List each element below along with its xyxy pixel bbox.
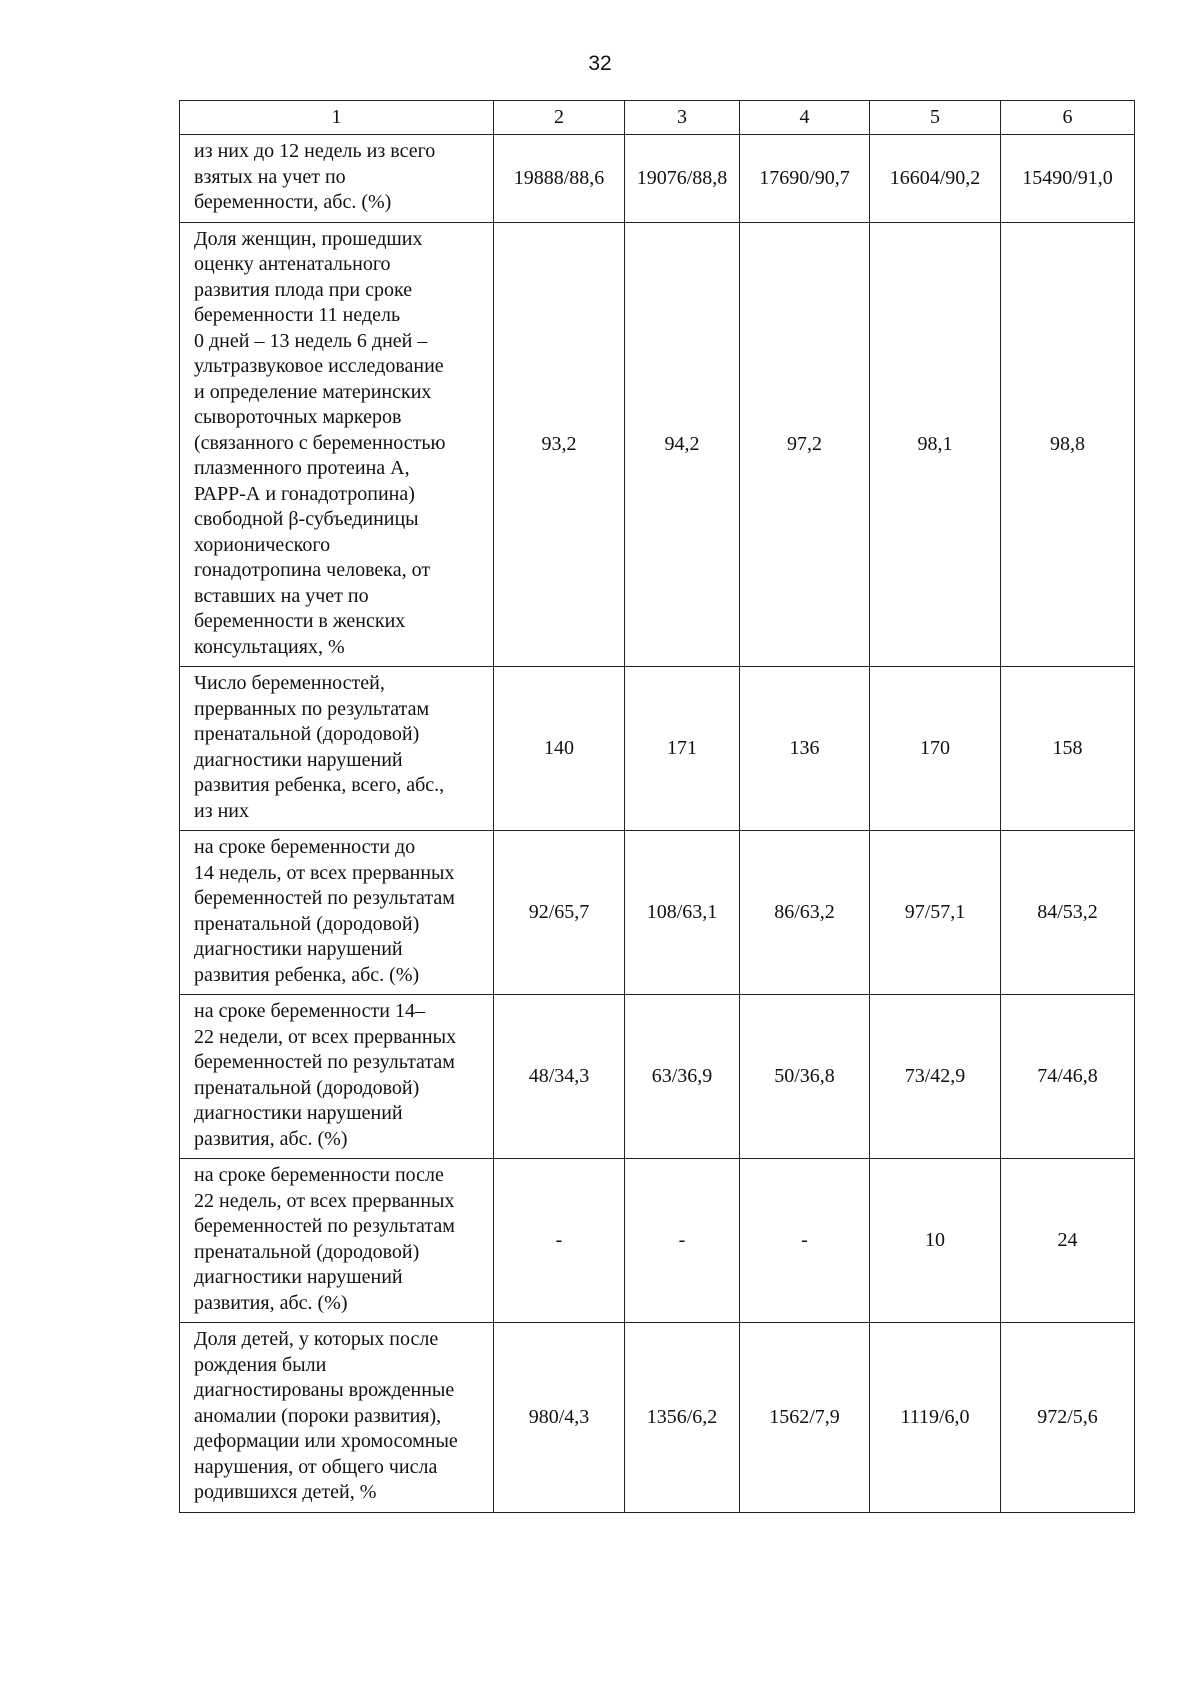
row-label: на сроке беременности до 14 недель, от всех прерванных беременностей по результатам пренатальной (дородовой) диагностики нарушений развития ребенка, абс. (%)	[180, 831, 494, 995]
table-cell: 19888/88,6	[494, 135, 625, 223]
row-label: на сроке беременности после 22 недель, от всех прерванных беременностей по результатам пренатальной (дородовой) диагностики нарушений развития, абс. (%)	[180, 1159, 494, 1323]
table-cell: 98,1	[870, 222, 1001, 667]
header-cell: 1	[180, 101, 494, 135]
header-cell: 5	[870, 101, 1001, 135]
header-cell: 3	[625, 101, 740, 135]
table-cell: 1119/6,0	[870, 1323, 1001, 1513]
row-label: из них до 12 недель из всего взятых на учет по беременности, абс. (%)	[180, 135, 494, 223]
table-cell: 1562/7,9	[740, 1323, 870, 1513]
table-cell: 92/65,7	[494, 831, 625, 995]
table-cell: -	[740, 1159, 870, 1323]
table-cell: 48/34,3	[494, 995, 625, 1159]
table-cell: 50/36,8	[740, 995, 870, 1159]
row-label: Доля женщин, прошедших оценку антенатального развития плода при сроке беременности 11 недель 0 дней – 13 недель 6 дней – ультразвуковое исследование и определение материнских сывороточных маркеров (связанного с беременностью плазменного протеина А, РАРР-А и гонадотропина) свободной β-субъединицы хорионического гонадотропина человека, от вставших на учет по беременности в женских консультациях, %	[180, 222, 494, 667]
table-cell: 136	[740, 667, 870, 831]
table-row	[180, 222, 1135, 667]
statistics-table	[179, 100, 1135, 1513]
table-cell: 97,2	[740, 222, 870, 667]
table-cell: 16604/90,2	[870, 135, 1001, 223]
table-row	[180, 1323, 1135, 1513]
header-cell: 4	[740, 101, 870, 135]
table-cell: 171	[625, 667, 740, 831]
table-row	[180, 135, 1135, 223]
table-row	[180, 667, 1135, 831]
table-cell: 10	[870, 1159, 1001, 1323]
table-row	[180, 995, 1135, 1159]
table-row	[180, 831, 1135, 995]
row-label: на сроке беременности 14– 22 недели, от всех прерванных беременностей по результатам пренатальной (дородовой) диагностики нарушений развития, абс. (%)	[180, 995, 494, 1159]
row-label: Число беременностей, прерванных по результатам пренатальной (дородовой) диагностики нарушений развития ребенка, всего, абс., из них	[180, 667, 494, 831]
table-cell: 17690/90,7	[740, 135, 870, 223]
table-cell: 19076/88,8	[625, 135, 740, 223]
header-cell: 6	[1001, 101, 1135, 135]
table-cell: 93,2	[494, 222, 625, 667]
page-number: 32	[588, 52, 612, 75]
table-cell: 84/53,2	[1001, 831, 1135, 995]
table-cell: 97/57,1	[870, 831, 1001, 995]
table-cell: 140	[494, 667, 625, 831]
table-cell: 73/42,9	[870, 995, 1001, 1159]
table-cell: -	[494, 1159, 625, 1323]
table-cell: -	[625, 1159, 740, 1323]
row-label: Доля детей, у которых после рождения были диагностированы врожденные аномалии (пороки развития), деформации или хромосомные нарушения, от общего числа родившихся детей, %	[180, 1323, 494, 1513]
table-cell: 972/5,6	[1001, 1323, 1135, 1513]
table-cell: 170	[870, 667, 1001, 831]
header-cell: 2	[494, 101, 625, 135]
table-cell: 98,8	[1001, 222, 1135, 667]
table-cell: 94,2	[625, 222, 740, 667]
table-cell: 15490/91,0	[1001, 135, 1135, 223]
table-cell: 158	[1001, 667, 1135, 831]
table-header-row	[180, 101, 1135, 135]
table-cell: 980/4,3	[494, 1323, 625, 1513]
table-cell: 1356/6,2	[625, 1323, 740, 1513]
table-cell: 86/63,2	[740, 831, 870, 995]
table-cell: 63/36,9	[625, 995, 740, 1159]
table-cell: 24	[1001, 1159, 1135, 1323]
table-cell: 108/63,1	[625, 831, 740, 995]
table-row	[180, 1159, 1135, 1323]
table-cell: 74/46,8	[1001, 995, 1135, 1159]
